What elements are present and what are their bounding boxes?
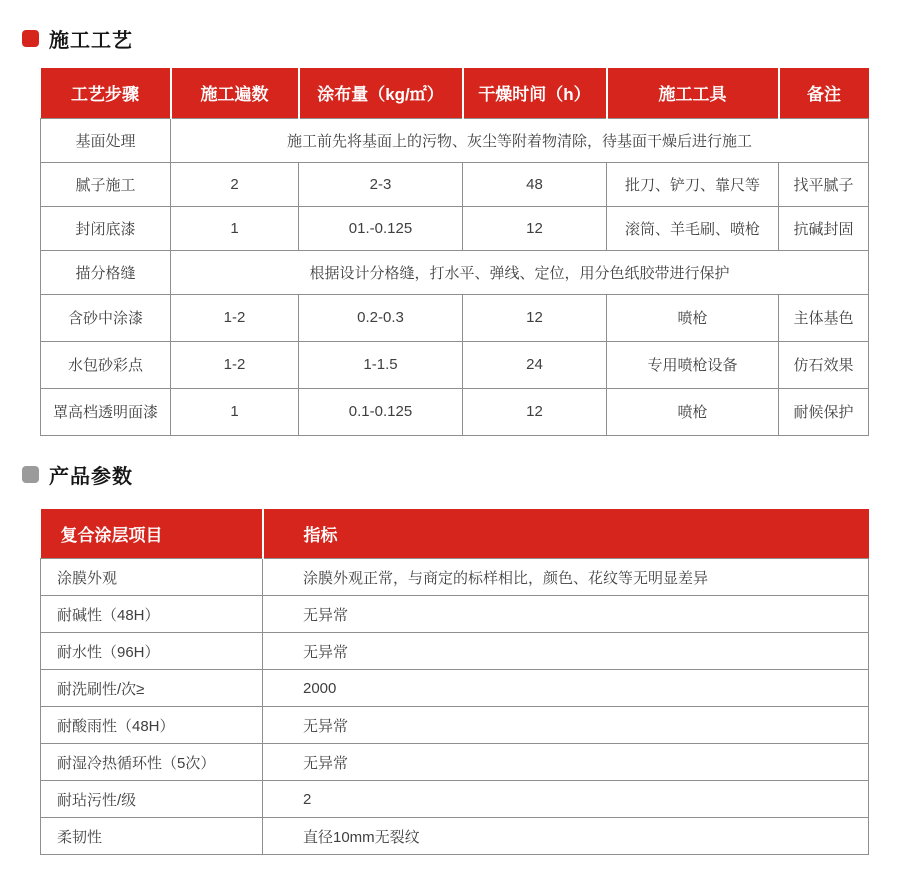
parameter-name-cell: 耐水性（96H） xyxy=(41,633,263,670)
construction-process-table xyxy=(40,68,869,436)
parameters-table-header-row xyxy=(41,509,869,559)
merged-note-cell: 施工前先将基面上的污物、灰尘等附着物清除，待基面干燥后进行施工 xyxy=(171,118,869,162)
column-header: 涂布量（kg/㎡） xyxy=(299,68,463,118)
table-cell: 12 xyxy=(463,294,607,341)
table-cell: 2-3 xyxy=(299,162,463,206)
section-product-parameters xyxy=(0,465,910,856)
table-cell: 1-2 xyxy=(171,294,299,341)
section-parameters-header xyxy=(22,465,910,488)
table-row xyxy=(41,744,869,781)
table-cell: 专用喷枪设备 xyxy=(607,341,779,388)
table-cell: 0.2-0.3 xyxy=(299,294,463,341)
table-cell: 2 xyxy=(171,162,299,206)
table-row xyxy=(41,707,869,744)
table-row xyxy=(41,388,869,435)
gray-square-bullet-icon xyxy=(22,466,39,483)
table-cell: 1 xyxy=(171,388,299,435)
table-cell: 喷枪 xyxy=(607,388,779,435)
table-row xyxy=(41,818,869,855)
table-cell: 1-2 xyxy=(171,341,299,388)
parameter-value-cell: 无异常 xyxy=(263,596,869,633)
process-step-cell: 描分格缝 xyxy=(41,250,171,294)
table-cell: 封闭底漆 xyxy=(41,206,171,250)
parameter-name-cell: 耐玷污性/级 xyxy=(41,781,263,818)
table-cell: 12 xyxy=(463,206,607,250)
table-cell: 罩高档透明面漆 xyxy=(41,388,171,435)
column-header: 施工工具 xyxy=(607,68,779,118)
column-header: 复合涂层项目 xyxy=(41,509,263,559)
merged-note-cell: 根据设计分格缝，打水平、弹线、定位，用分色纸胶带进行保护 xyxy=(171,250,869,294)
table-cell: 48 xyxy=(463,162,607,206)
table-cell: 水包砂彩点 xyxy=(41,341,171,388)
table-cell: 仿石效果 xyxy=(779,341,869,388)
table-row xyxy=(41,596,869,633)
table-cell: 喷枪 xyxy=(607,294,779,341)
parameter-name-cell: 耐碱性（48H） xyxy=(41,596,263,633)
section-construction-header xyxy=(22,28,910,52)
parameter-name-cell: 耐洗刷性/次≥ xyxy=(41,670,263,707)
table-row xyxy=(41,670,869,707)
parameter-name-cell: 耐湿冷热循环性（5次） xyxy=(41,744,263,781)
table-cell: 滚筒、羊毛刷、喷枪 xyxy=(607,206,779,250)
table-cell: 1 xyxy=(171,206,299,250)
table-cell: 主体基色 xyxy=(779,294,869,341)
parameter-value-cell: 直径10mm无裂纹 xyxy=(263,818,869,855)
table-cell: 批刀、铲刀、靠尺等 xyxy=(607,162,779,206)
table-row xyxy=(41,781,869,818)
section-construction-title: 施工工艺 xyxy=(49,29,133,52)
column-header: 指标 xyxy=(263,509,869,559)
table-cell: 找平腻子 xyxy=(779,162,869,206)
parameter-name-cell: 柔韧性 xyxy=(41,818,263,855)
table-row xyxy=(41,118,869,162)
red-square-bullet-icon xyxy=(22,30,39,47)
column-header: 备注 xyxy=(779,68,869,118)
parameter-value-cell: 2 xyxy=(263,781,869,818)
product-parameters-table xyxy=(40,509,869,856)
table-row xyxy=(41,633,869,670)
parameter-name-cell: 涂膜外观 xyxy=(41,559,263,596)
parameter-value-cell: 涂膜外观正常，与商定的标样相比，颜色、花纹等无明显差异 xyxy=(263,559,869,596)
column-header: 工艺步骤 xyxy=(41,68,171,118)
table-row xyxy=(41,162,869,206)
table-cell: 01.-0.125 xyxy=(299,206,463,250)
parameter-value-cell: 无异常 xyxy=(263,633,869,670)
table-cell: 耐候保护 xyxy=(779,388,869,435)
table-row xyxy=(41,250,869,294)
parameters-table-body xyxy=(41,559,869,855)
section-parameters-title: 产品参数 xyxy=(49,466,133,488)
table-row xyxy=(41,559,869,596)
parameter-value-cell: 2000 xyxy=(263,670,869,707)
construction-table-header-row xyxy=(41,68,869,118)
parameter-value-cell: 无异常 xyxy=(263,707,869,744)
table-row xyxy=(41,206,869,250)
table-cell: 12 xyxy=(463,388,607,435)
table-cell: 24 xyxy=(463,341,607,388)
table-cell: 腻子施工 xyxy=(41,162,171,206)
parameter-name-cell: 耐酸雨性（48H） xyxy=(41,707,263,744)
construction-table-body xyxy=(41,118,869,435)
table-cell: 含砂中涂漆 xyxy=(41,294,171,341)
table-cell: 0.1-0.125 xyxy=(299,388,463,435)
section-construction-process xyxy=(0,28,910,436)
parameter-value-cell: 无异常 xyxy=(263,744,869,781)
table-cell: 抗碱封固 xyxy=(779,206,869,250)
table-row xyxy=(41,341,869,388)
table-row xyxy=(41,294,869,341)
column-header: 施工遍数 xyxy=(171,68,299,118)
table-cell: 1-1.5 xyxy=(299,341,463,388)
process-step-cell: 基面处理 xyxy=(41,118,171,162)
column-header: 干燥时间（h） xyxy=(463,68,607,118)
